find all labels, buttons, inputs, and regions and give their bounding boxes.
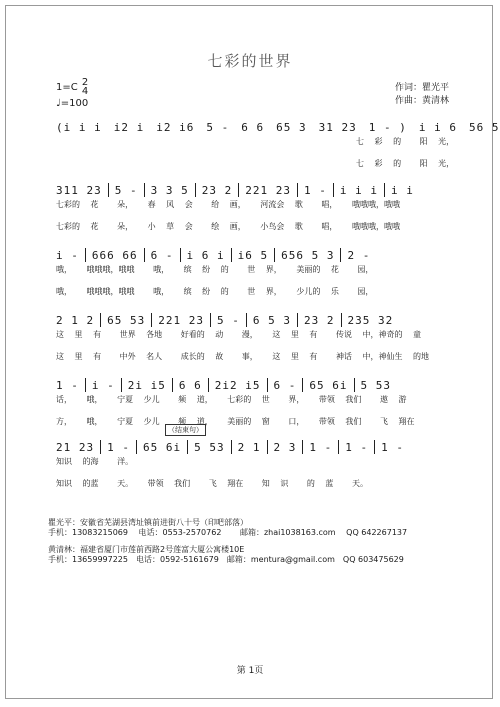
lyrics-verse-2: 知识 的蓝 天。 带领 我们 飞 翔在 知 识 的 蓝 天。 [56,478,368,488]
measure: 1 - ) [368,121,407,134]
composer: 作曲：黄清林 [395,96,450,106]
key-signature [56,78,88,96]
measure: 1 - [345,441,369,454]
time-signature [82,78,88,96]
contact-line: 手机：13659997225 电话：0592-5161679 邮箱：mentura@gmail.com QQ 603475629 [48,555,404,564]
lyrics-verse-1: 话， 哦， 宁夏 少儿 频 道， 七彩的 世 界， 带领 我们 遨 游 [56,394,407,404]
measure: 6 - [273,379,297,392]
notes-line [56,432,466,454]
measure: 221 23 [158,314,204,327]
measure: i i 6 [418,121,457,134]
notes-line [56,240,466,262]
measure: 666 66 [91,249,138,262]
credits [395,82,449,108]
lyrics-verse-2: 哦， 哦哦哦，哦哦 哦， 缤 纷 的 世 界， 少儿的 乐 园， [56,286,374,296]
time-sig-top: 2 [81,77,89,88]
score-system-6 [56,432,466,490]
measure: 2i i5 [127,379,166,392]
measure: i i [391,184,414,197]
measure: 56 5 [469,121,500,134]
lyrics-verse-1: 七彩的 花 朵， 春 风 会 给 画， 河流会 歌 唱， 哦哦哦，哦哦 [56,199,400,209]
measure: 65 6i [143,441,182,454]
notes-line [56,370,466,392]
measure: 65 53 [107,314,146,327]
lyricist: 作词：瞿光平 [395,83,450,93]
notes-line [56,175,466,197]
time-sig-bottom: 4 [81,86,89,97]
measure: 235 32 [347,314,394,327]
measure: i6 5 [237,249,269,262]
lyrics-verse-1: 七 彩 的 阳 光， [356,136,455,146]
measure: 31 23 [318,121,357,134]
measure: i - [56,249,79,262]
measure: 2 - [347,249,371,262]
measure: 221 23 [245,184,291,197]
lyrics-verse-2: 方， 哦， 宁夏 少儿 频 道， 美丽的 窗 口， 带领 我们 飞 翔在 [56,416,415,426]
measure: 656 5 3 [281,249,335,262]
lyrics-verse-1: 哦， 哦哦哦，哦哦 哦， 缤 纷 的 世 界， 美丽的 花 园， [56,264,374,274]
measure: i2 i6 [156,121,195,134]
contact-block-2 [48,545,404,565]
score-system-4 [56,305,466,363]
measure: (i i i [56,121,102,134]
lyrics-verse-2: 七 彩 的 阳 光， [356,158,455,168]
measure: 5 - [217,314,240,327]
lyrics-verse-1: 知识 的海 洋。 [56,456,134,466]
measure: 5 - [114,184,138,197]
measure: 65 3 [276,121,307,134]
measure: 21 23 [56,441,95,454]
notes-line [56,112,500,134]
measure: 2 3 [273,441,297,454]
measure: i 6 i [186,249,225,262]
measure: 1 - [381,441,404,454]
measure: 5 - [206,121,230,134]
measure: 3 3 5 [150,184,189,197]
tempo-mark: ♩=100 [56,98,89,109]
page-number: 第 1页 [236,666,264,676]
measure: 311 23 [56,184,102,197]
contact-line: 黄清林：福建省厦门市莲前西路2号莲富大厦公寓楼10E [48,545,245,554]
key-label: 1=C [56,82,78,93]
measure: 6 6 [178,379,202,392]
measure: 2i2 i5 [214,379,261,392]
measure: 1 - [56,379,79,392]
lyrics-verse-2: 七彩的 花 朵， 小 草 会 绘 画， 小鸟会 歌 唱， 哦哦哦，哦哦 [56,221,400,231]
score-system-5 [56,370,466,428]
measure: i i i [339,184,378,197]
measure: 6 6 [241,121,265,134]
notes-line [56,305,466,327]
measure: i - [91,379,115,392]
measure: 23 2 [304,314,335,327]
score-system-2 [56,175,466,233]
measure: 65 6i [309,379,348,392]
measure: 5 53 [360,379,391,392]
measure: 23 2 [201,184,233,197]
lyrics-verse-1: 这 里 有 世界 各地 好看的 动 漫， 这 里 有 传说 中，神奇的 童 [56,329,422,339]
ending-phrase-label: （结束句） [165,424,206,436]
song-title: 七彩的世界 [207,52,293,70]
measure: 2 1 2 [56,314,95,327]
contact-block-1 [48,518,407,538]
measure: 1 - [304,184,327,197]
measure: 5 53 [194,441,225,454]
lyrics-verse-2: 这 里 有 中外 名人 成长的 故 事， 这 里 有 神话 中，神仙生 的地 [56,351,430,361]
score-system-3 [56,240,466,298]
measure: 1 - [107,441,130,454]
measure: 2 1 [237,441,261,454]
measure: 6 5 3 [252,314,291,327]
measure: 6 - [150,249,174,262]
measure: i2 i [113,121,145,134]
contact-line: 手机：13083215069 电话：0553-2570762 邮箱：zhai1038163.com QQ 642267137 [48,528,408,537]
score-system-1 [56,112,500,170]
measure: 1 - [309,441,333,454]
contact-line: 瞿光平：安徽省芜湖县湾址镇前进街八十号（印吧部落） [48,518,248,527]
